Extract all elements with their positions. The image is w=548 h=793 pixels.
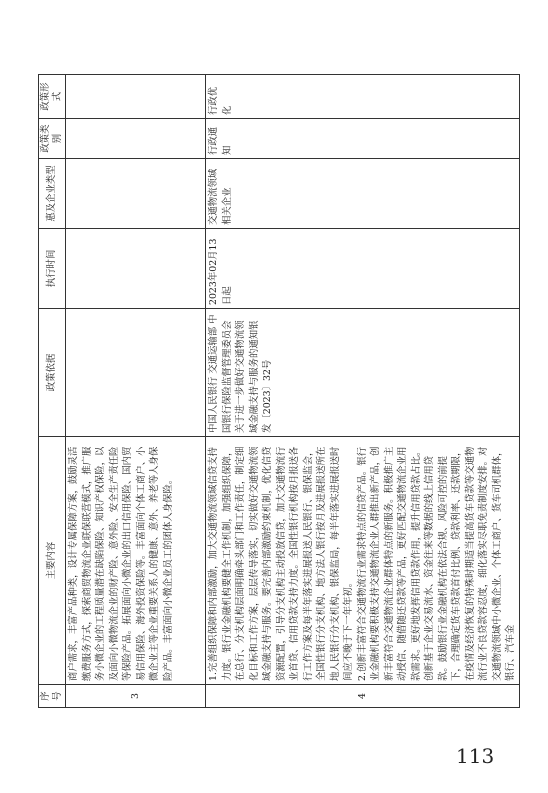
content-paragraph-1: 1.完善组织保障和内部激励，加大交通物流领域信贷支持力度。银行业金融机构要健全工作机制，加强组织保障，在总行、分支机构层面明确牵头部门和工作责任，制定细化目标和工作方案，层层传导落实，切实做好交通物流领域金融支持与服务。要完善内部激励约束机制，优化信贷资源配置，引导分支机构主动投放信贷，加大交通物流行业首贷、信用贷款支持力度。全国性银行机构按月报送各行工作方案及每半年落实进展报送人民银行、银保监会，全国性银行分支机构、地方法人银行按月及进展报送所在地人民银行分支机构、银保监局，每半年落实进展报送时间应不晚于下一年年初。 bbox=[208, 446, 354, 681]
row-basis: 中国人民银行 交通运输部 中国银行保险监督管理委员会关于进一步做好交通物流领域金融支持与服务的通知银发〔2023〕32号 bbox=[206, 309, 520, 437]
table-row bbox=[66, 75, 206, 708]
row-category bbox=[66, 119, 206, 159]
header-row bbox=[39, 75, 66, 708]
header-no: 序号 bbox=[39, 685, 66, 708]
row-no: 4 bbox=[206, 685, 520, 708]
row-form: 行政优化 bbox=[206, 75, 520, 119]
row-time bbox=[66, 229, 206, 309]
table-row bbox=[206, 75, 520, 708]
header-category: 政策类别 bbox=[39, 119, 66, 159]
content-paragraph-2: 2.创新丰富符合交通物流行业需求特点的信贷产品。银行业金融机构要积极支持交通物流企业人群推出新产品，创新丰富符合交通物流企业群体特点的新服务。积极推广主动授信、随借随还贷款等产品，更好匹配交通物流企业用款需求。更好地发挥信用贷款作用，提升信用贷款占比。创新基于企业交易流水、资金往来等数据的线上信用贷款。鼓励银行业金融机构在依法合规、风险可控的前提下，合理确定货车贷款首付比例、贷款利率、还款期限，在疫情及经济恢复的特殊时期适当提高货车贷款等交通物流行业不良贷款容忍度，细化落实尽职免责制度安排。对交通物流领域中小微企业、个体工商户、货车司机群体，银行、汽车金 bbox=[356, 446, 516, 681]
row-category: 行政通知 bbox=[206, 119, 520, 159]
header-time: 执行时间 bbox=[39, 229, 66, 309]
header-basis: 政策依据 bbox=[39, 309, 66, 437]
row-basis bbox=[66, 309, 206, 437]
header-enterprise: 惠及企业类型 bbox=[39, 159, 66, 229]
row-content bbox=[206, 437, 520, 685]
header-form: 政策形式 bbox=[39, 75, 66, 119]
header-content: 主要内容 bbox=[39, 437, 66, 685]
page-number: 113 bbox=[456, 744, 495, 768]
row-form bbox=[66, 75, 206, 119]
row-time: 2023年02月13日起 bbox=[206, 229, 520, 309]
row-enterprise: 交通物流领域相关企业 bbox=[206, 159, 520, 229]
rotated-table-wrapper bbox=[38, 75, 516, 708]
policy-table bbox=[38, 74, 520, 708]
row-enterprise bbox=[66, 159, 206, 229]
row-content: 商户需求，丰富产品种类，设计专属保障方案，鼓励灵活缴费服务方式，探索商贸物流企业联保联营模式，推广服务小微企业的工程质量潜在缺陷保险、知识产权保险，以及面向小微物流企业的财产险、意外险、安全生产责任险等保险产品。拓展面向小微企业的出口信用保险、国内贸易信用保险、海外投资保险等。丰富面向个体工商户、小微企业主等企业重要关系人的健康、意外、养老等人身保险产品。丰富面向小微企业员工的团体人身保险。 bbox=[66, 437, 206, 685]
row-no: 3 bbox=[66, 685, 206, 708]
